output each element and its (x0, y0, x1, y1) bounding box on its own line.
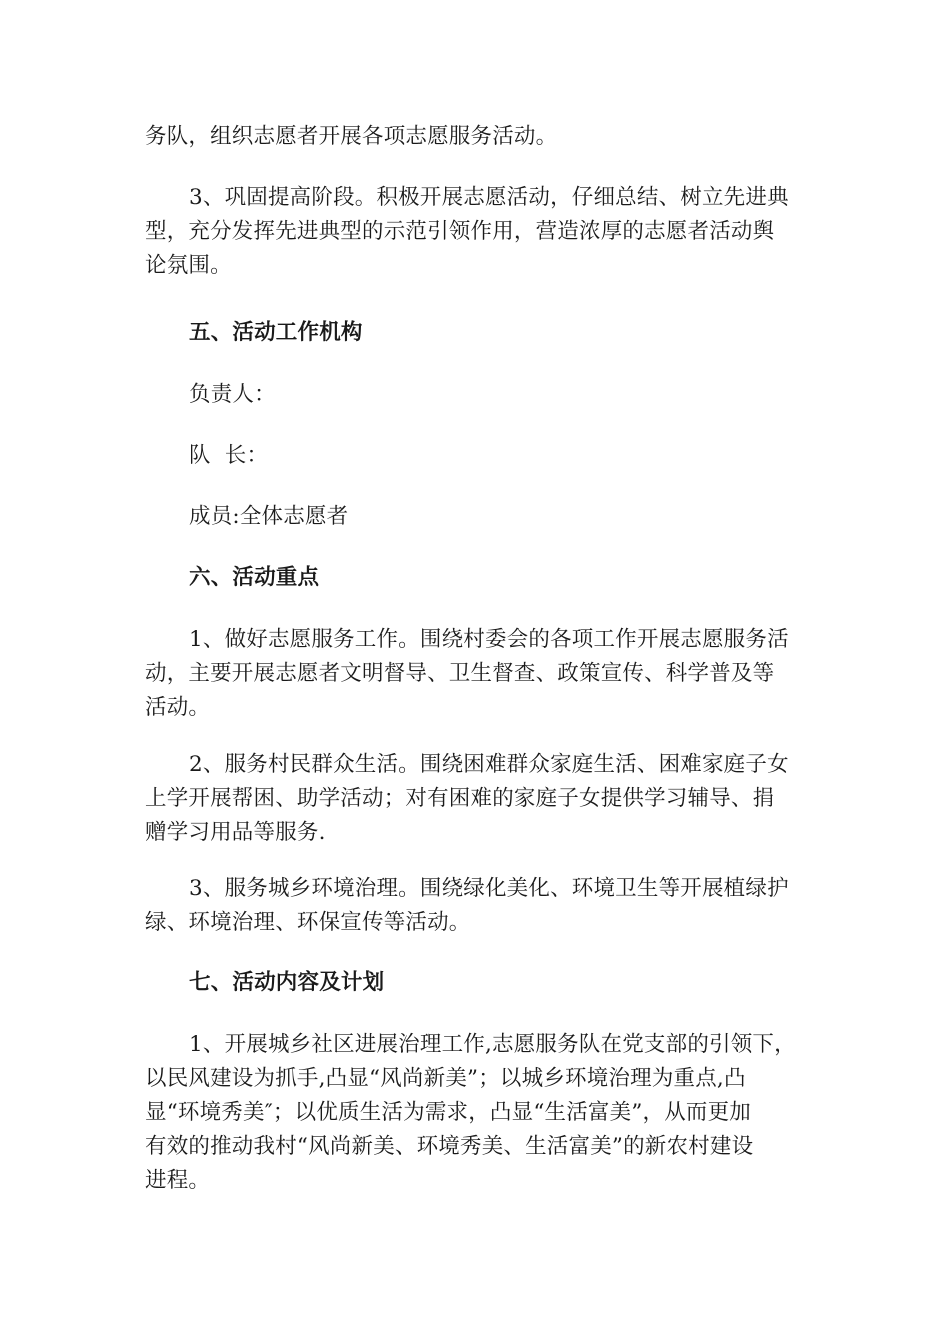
paragraph-focus-3 (145, 872, 810, 940)
text-line: 3、服务城乡环境治理。围绕绿化美化、环境卫生等开展植绿护 (189, 876, 789, 901)
text-line: 赠学习用品等服务. (145, 820, 326, 845)
text-line: 进程。 (145, 1168, 211, 1193)
paragraph-plan-1 (145, 1028, 810, 1198)
heading-text: 七、活动内容及计划 (189, 970, 385, 995)
org-members (145, 500, 810, 534)
section-heading-7 (145, 966, 810, 1000)
text-line: 1、开展城乡社区进展治理工作,志愿服务队在党支部的引领下， (189, 1032, 796, 1057)
text-line: 论氛围。 (145, 253, 232, 278)
heading-text: 五、活动工作机构 (189, 320, 363, 345)
text-line: 成员:全体志愿者 (189, 504, 349, 529)
text-line: 负责人： (189, 382, 276, 407)
text-line: 绿、环境治理、环保宣传等活动。 (145, 910, 471, 935)
text-line: 队 长： (189, 443, 269, 468)
org-captain (145, 439, 810, 473)
text-line: 上学开展帮困、助学活动；对有困难的家庭子女提供学习辅导、捐 (145, 786, 775, 811)
text-line: 务队，组织志愿者开展各项志愿服务活动。 (145, 124, 558, 149)
text-line: 动，主要开展志愿者文明督导、卫生督查、政策宣传、科学普及等 (145, 661, 775, 686)
text-line: 1、做好志愿服务工作。围绕村委会的各项工作开展志愿服务活 (189, 627, 789, 652)
text-line: 活动。 (145, 695, 211, 720)
paragraph-focus-2 (145, 748, 810, 850)
text-line: 2、服务村民群众生活。围绕困难群众家庭生活、困难家庭子女 (189, 752, 789, 777)
section-heading-5 (145, 316, 810, 350)
text-line: 3、巩固提高阶段。积极开展志愿活动，仔细总结、树立先进典 (189, 185, 789, 210)
text-line: 以民风建设为抓手,凸显“风尚新美”；以城乡环境治理为重点,凸 (145, 1066, 746, 1091)
text-line: 显“环境秀美″；以优质生活为需求，凸显“生活富美”，从而更加 (145, 1100, 752, 1125)
text-line: 型，充分发挥先进典型的示范引领作用，营造浓厚的志愿者活动舆 (145, 219, 775, 244)
heading-text: 六、活动重点 (189, 565, 320, 590)
paragraph-focus-1 (145, 623, 810, 725)
org-leader (145, 378, 810, 412)
text-line: 有效的推动我村“风尚新美、环境秀美、生活富美”的新农村建设 (145, 1134, 754, 1159)
section-heading-6 (145, 561, 810, 595)
paragraph-intro-continuation (145, 120, 810, 154)
paragraph-phase-3 (145, 181, 810, 283)
